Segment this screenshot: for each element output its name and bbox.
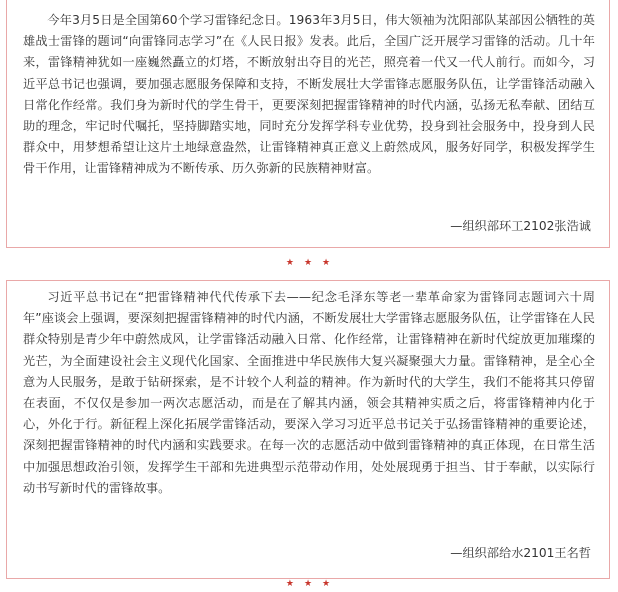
- star-icon: ★: [285, 579, 300, 589]
- author-signature-1: —组织部环工2102张浩诚: [450, 219, 591, 233]
- article-card-1: [6, 0, 610, 248]
- article-card-2: [6, 280, 610, 579]
- author-signature-2: —组织部给水2101王名哲: [450, 546, 591, 560]
- star-divider-1: [0, 258, 618, 268]
- star-icon: ★: [322, 579, 337, 589]
- star-divider-2: [0, 579, 618, 589]
- article-paragraph-1: 今年3月5日是全国第60个学习雷锋纪念日。1963年3月5日，伟大领袖为沈阳部队某部因公牺牲的英雄战士雷锋的题词“向雷锋同志学习”在《人民日报》发表。此后，全国广泛开展学习雷锋的活动。几十年来，雷锋精神犹如一座巍然矗立的灯塔，不断放射出夺目的光芒，照亮着一代又一代人前行。而如今，习近平总书记也强调，要加强志愿服务保障和支持，不断发展壮大学雷锋志愿服务队伍，让学雷锋活动融入日常化作经常。我们身为新时代的学生骨干，更要深刻把握雷锋精神的时代内涵，弘扬无私奉献、团结互助的理念，牢记时代嘱托，坚持脚踏实地，同时充分发挥学科专业优势，投身到社会服务中，投身到人民群众中，用梦想希望让这片土地绿意盎然，让雷锋精神真正意义上蔚然成风，服务好同学，积极发挥学生骨干作用，让雷锋精神成为不断传承、历久弥新的民族精神财富。: [23, 13, 595, 176]
- star-icon: ★: [285, 258, 300, 268]
- star-icon: ★: [303, 258, 319, 268]
- article-paragraph-2: 习近平总书记在“把雷锋精神代代传承下去——纪念毛泽东等老一辈革命家为雷锋同志题词六十周年”座谈会上强调，要深刻把握雷锋精神的时代内涵，不断发展壮大学雷锋志愿服务队伍，让学雷锋在人民群众特别是青少年中蔚然成风，让学雷锋活动融入日常、化作经常，让雷锋精神在新时代绽放更加璀璨的光芒，为全面建设社会主义现代化国家、全面推进中华民族伟大复兴凝聚强大力量。雷锋精神，是全心全意为人民服务，是敢于钻研探索，是不计较个人利益的精神。作为新时代的大学生，我们不能将其只停留在表面，不仅仅是参加一两次志愿活动，而是在了解其内涵，领会其精神实质之后，将雷锋精神内化于心，外化于行。新征程上深化拓展学雷锋活动，要深入学习习近平总书记关于弘扬雷锋精神的重要论述，深刻把握雷锋精神的时代内涵和实践要求。在每一次的志愿活动中做到雷锋精神的真正体现，在日常生活中加强思想政治引领，发挥学生干部和先进典型示范带动作用，处处展现勇于担当、甘于奉献，以实际行动书写新时代的雷锋故事。: [23, 290, 595, 495]
- star-icon: ★: [322, 258, 337, 268]
- star-icon: ★: [303, 579, 319, 589]
